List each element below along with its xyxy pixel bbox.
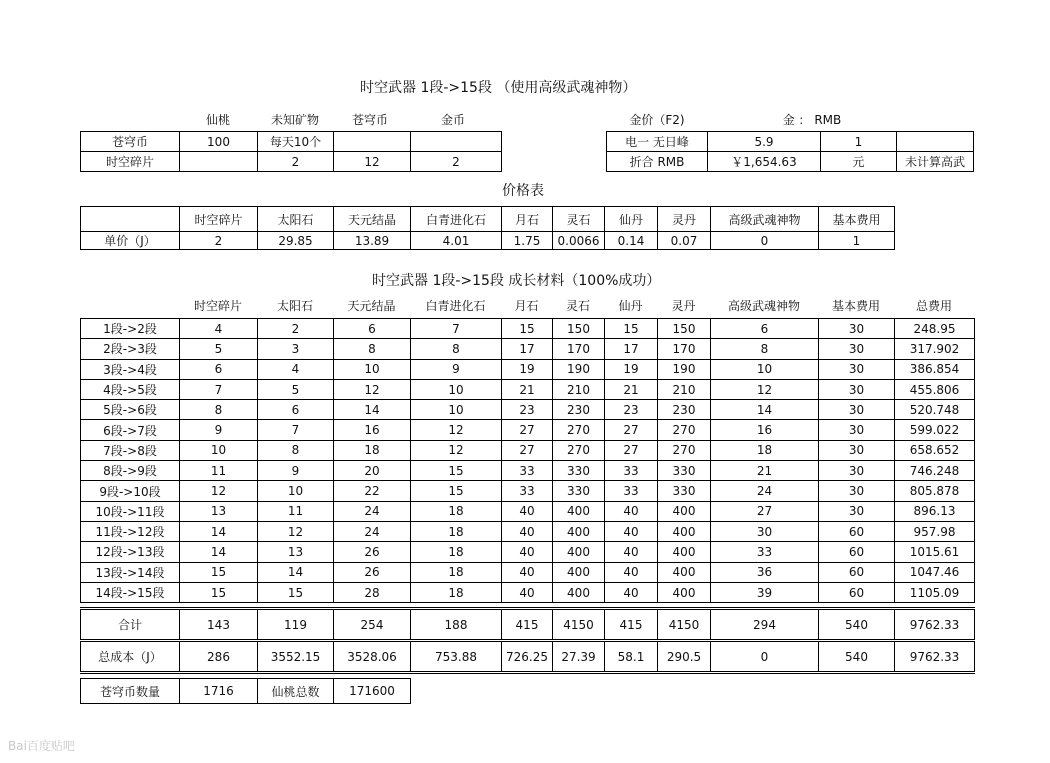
table-cell: 330 [553,461,605,481]
table-cell: 1047.46 [895,562,975,582]
table-cell: 18 [411,501,502,521]
table-row [81,420,975,440]
table-cell: 0 [711,641,819,673]
table-cell: 0 [711,232,819,250]
table-cell: 21 [711,461,819,481]
table-cell: 957.98 [895,521,975,541]
server-label: 电一 无日峰 [607,132,708,152]
table-row [81,542,975,562]
table-cell: 18 [411,582,502,602]
table-cell: 15 [258,582,334,602]
table-cell: 2 [180,232,258,250]
table-cell: 1 [821,132,897,152]
table-cell: 19 [502,359,553,379]
table-cell: 20 [334,461,411,481]
header-cell: 高级武魂神物 [711,207,819,232]
table-cell: 30 [819,420,895,440]
table-row [81,582,975,602]
table-cell: 7 [258,420,334,440]
stage-label: 14段->15段 [81,582,180,602]
growth-headers [80,295,974,315]
table-cell: 14 [180,542,258,562]
table-cell: 27 [502,440,553,460]
table-cell: 30 [819,359,895,379]
table-cell: 18 [411,562,502,582]
table-row [607,152,974,172]
table-cell: 18 [411,521,502,541]
page-title: 时空武器 1段->15段 （使用高级武魂神物） [360,80,637,96]
table-cell: 10 [180,440,258,460]
table-cell: 540 [819,641,895,673]
header-cell: 总费用 [915,298,952,313]
table-row [81,440,975,460]
table-cell: 400 [658,582,711,602]
table-cell: 18 [711,440,819,460]
table-cell: 3552.15 [258,641,334,673]
cangqiong-count-label: 苍穹币数量 [81,679,180,704]
table-cell: 10 [711,359,819,379]
table-cell: 27 [605,440,658,460]
table-row [607,132,974,152]
table-cell: 254 [334,609,411,641]
row-label: 总成本（J） [81,641,180,673]
table-cell: 12 [411,420,502,440]
growth-table-title: 时空武器 1段->15段 成长材料（100%成功） [372,273,661,289]
table-row [81,400,975,420]
table-cell: 0.07 [658,232,711,250]
table-cell: 11 [258,501,334,521]
table-cell: 599.022 [895,420,975,440]
xiantao-total-label: 仙桃总数 [258,679,334,704]
table-cell: 100 [180,132,258,152]
stage-label: 5段->6段 [81,400,180,420]
table-cell: 26 [334,542,411,562]
summary-table [80,678,411,704]
table-cell: 248.95 [895,319,975,339]
stage-label: 6段->7段 [81,420,180,440]
table-cell: 30 [711,521,819,541]
table-cell: 29.85 [258,232,334,250]
table-cell: 746.248 [895,461,975,481]
stage-label: 8段->9段 [81,461,180,481]
stage-label: 2段->3段 [81,339,180,359]
table-cell: 455.806 [895,379,975,399]
header-cell: 时空碎片 [193,298,242,313]
rmb-label: 折合 RMB [607,152,708,172]
table-cell: 400 [553,501,605,521]
table-cell [334,132,411,152]
header-row [80,295,974,315]
stage-label: 10段->11段 [81,501,180,521]
table-cell: 30 [819,461,895,481]
stage-label: 3段->4段 [81,359,180,379]
table-row [81,501,975,521]
header-cell: 天元结晶 [347,298,396,313]
table-cell: 0.14 [605,232,658,250]
table-cell: 6 [711,319,819,339]
table-cell: 26 [334,562,411,582]
table-cell: 30 [819,400,895,420]
table-cell: 119 [258,609,334,641]
table-cell: 18 [411,542,502,562]
table-row [81,152,502,172]
table-cell: 8 [711,339,819,359]
table-cell: 33 [711,542,819,562]
table-cell: 9762.33 [895,641,975,673]
price-table-title: 价格表 [502,183,544,199]
table-cell: 415 [502,609,553,641]
table-cell: 15 [502,319,553,339]
table-cell: 27.39 [553,641,605,673]
table-cell: 15 [180,582,258,602]
table-cell: 8 [258,440,334,460]
table-cell: 210 [658,379,711,399]
table-cell: 27 [605,420,658,440]
table-cell: 30 [819,339,895,359]
table-cell: 40 [502,521,553,541]
table-cell: 270 [658,420,711,440]
header-cell: 时空碎片 [180,207,258,232]
header-cell: 灵石 [553,207,605,232]
totals-table [80,607,975,674]
table-cell: 5 [258,379,334,399]
growth-table [80,318,975,603]
table-cell: 58.1 [605,641,658,673]
row-label: 时空碎片 [81,152,180,172]
table-cell: 400 [658,542,711,562]
table-cell: 30 [819,481,895,501]
table-cell: 15 [411,461,502,481]
table-cell: 19 [605,359,658,379]
table-cell: 24 [711,481,819,501]
table-cell: 400 [658,501,711,521]
header-spacer [80,295,179,315]
table-cell: 14 [258,562,334,582]
table-cell: 12 [334,152,411,172]
table-cell: 10 [411,379,502,399]
stage-label: 4段->5段 [81,379,180,399]
table-cell: 8 [411,339,502,359]
table-cell: 10 [258,481,334,501]
header-cell: 基本费用 [831,298,880,313]
table-cell: 11 [180,461,258,481]
table-cell: 14 [334,400,411,420]
table-cell: 2 [258,152,334,172]
table-cell: 40 [502,501,553,521]
table-cell: 286 [180,641,258,673]
table-cell: 400 [553,521,605,541]
stage-label: 7段->8段 [81,440,180,460]
header-cell: 灵丹 [671,298,696,313]
header-cell: 太阳石 [276,298,313,313]
table-cell: 330 [553,481,605,501]
price-header-row [81,207,895,232]
table-cell: 188 [411,609,502,641]
header-cell: 太阳石 [258,207,334,232]
table-cell: 14 [180,521,258,541]
table-cell: 2 [411,152,502,172]
stage-label: 11段->12段 [81,521,180,541]
header-cell: 仙丹 [605,207,658,232]
table-cell: 6 [258,400,334,420]
table-cell: 9 [411,359,502,379]
table-cell: 5 [180,339,258,359]
table-cell: 60 [819,582,895,602]
row-label: 单价（J） [81,232,180,250]
header-cell: 白青进化石 [411,207,502,232]
table-cell: 658.652 [895,440,975,460]
table-cell: 16 [334,420,411,440]
table-cell: 13.89 [334,232,411,250]
table-cell: 未计算高武 [897,152,974,172]
table-cell: 294 [711,609,819,641]
header-gold-price: 金价（F2) [629,113,685,127]
table-cell: 23 [502,400,553,420]
table-cell: 290.5 [658,641,711,673]
table-row [81,339,975,359]
table-row [81,359,975,379]
header-cell [81,207,180,232]
table-cell: 13 [180,501,258,521]
table-cell: 28 [334,582,411,602]
table-cell: 805.878 [895,481,975,501]
header-xiantao: 仙桃 [205,113,230,127]
table-cell: 元 [821,152,897,172]
table-cell: 15 [411,481,502,501]
table-cell: 150 [658,319,711,339]
table-cell: 33 [502,481,553,501]
table-cell: 150 [553,319,605,339]
gold-price-table [606,131,974,172]
table-cell: 8 [334,339,411,359]
table-cell: 4150 [658,609,711,641]
table-cell: 40 [605,521,658,541]
table-cell: 33 [502,461,553,481]
header-cell: 月石 [514,298,539,313]
header-unknown-ore: 未知矿物 [270,113,319,127]
table-cell: 36 [711,562,819,582]
table-cell: 60 [819,562,895,582]
stage-label: 12段->13段 [81,542,180,562]
table-cell: 12 [711,379,819,399]
table-cell: 330 [658,461,711,481]
table-cell: 18 [334,440,411,460]
table-cell: 40 [502,582,553,602]
table-cell: 21 [605,379,658,399]
table-cell [411,132,502,152]
table-row [81,319,975,339]
cost-row [81,641,975,673]
table-cell: 8 [180,400,258,420]
price-value-row [81,232,895,250]
header-gold-coin: 金币 [440,113,465,127]
table-cell: 9762.33 [895,609,975,641]
table-cell: 210 [553,379,605,399]
table-cell: 143 [180,609,258,641]
row-label: 合计 [81,609,180,641]
table-cell: 39 [711,582,819,602]
table-cell: 33 [605,461,658,481]
table-cell: 7 [180,379,258,399]
table-cell: 40 [502,562,553,582]
table-cell: 22 [334,481,411,501]
table-cell: 400 [553,582,605,602]
table-cell: 27 [502,420,553,440]
table-cell: 13 [258,542,334,562]
stage-label: 9段->10段 [81,481,180,501]
table-cell: 400 [658,562,711,582]
table-cell: 317.902 [895,339,975,359]
table-cell: 30 [819,501,895,521]
table-cell: 7 [411,319,502,339]
table-cell: 330 [658,481,711,501]
table-cell: 540 [819,609,895,641]
header-cell: 仙丹 [618,298,643,313]
table-cell: ￥1,654.63 [708,152,821,172]
table-cell: 12 [180,481,258,501]
table-cell: 2 [258,319,334,339]
table-cell: 1 [819,232,895,250]
table-cell: 40 [605,542,658,562]
table-cell: 726.25 [502,641,553,673]
table-cell: 170 [553,339,605,359]
table-cell: 60 [819,521,895,541]
table-cell: 230 [658,400,711,420]
table-cell: 6 [334,319,411,339]
table-cell: 9 [258,461,334,481]
table-cell: 753.88 [411,641,502,673]
table-cell: 3 [258,339,334,359]
table-cell: 0.0066 [553,232,605,250]
table-cell: 40 [605,501,658,521]
table-cell: 270 [553,440,605,460]
table-cell: 5.9 [708,132,821,152]
table-cell [897,132,974,152]
table-row [81,562,975,582]
row-label: 苍穹币 [81,132,180,152]
table-row [81,379,975,399]
table-cell: 415 [605,609,658,641]
table-cell: 12 [258,521,334,541]
table-cell: 270 [658,440,711,460]
table-cell: 520.748 [895,400,975,420]
table-cell: 190 [658,359,711,379]
table-cell: 400 [553,562,605,582]
table-cell: 4.01 [411,232,502,250]
table-cell: 17 [605,339,658,359]
table-cell: 33 [605,481,658,501]
table-cell: 1105.09 [895,582,975,602]
header-cell: 基本费用 [819,207,895,232]
table-cell: 3528.06 [334,641,411,673]
price-table [80,206,895,250]
currency-table [80,131,502,172]
table-row [81,461,975,481]
table-cell: 270 [553,420,605,440]
table-cell: 每天10个 [258,132,334,152]
table-cell: 400 [553,542,605,562]
table-cell: 60 [819,542,895,562]
table-cell: 170 [658,339,711,359]
header-cell: 月石 [502,207,553,232]
table-cell: 12 [411,440,502,460]
header-cell: 灵石 [565,298,590,313]
table-cell: 4 [258,359,334,379]
table-cell: 190 [553,359,605,379]
table-cell: 17 [502,339,553,359]
table-cell: 12 [334,379,411,399]
summary-row [81,679,411,704]
table-cell: 4150 [553,609,605,641]
header-cangqiong-coin: 苍穹币 [351,113,388,127]
table-cell: 16 [711,420,819,440]
baidu-tieba-watermark: Bai百度贴吧 [8,739,75,753]
header-gold-rmb: 金 ： RMB [782,113,842,127]
table-cell: 15 [605,319,658,339]
header-cell: 白青进化石 [425,298,486,313]
header-cell: 天元结晶 [334,207,411,232]
table-cell: 30 [819,319,895,339]
table-cell: 4 [180,319,258,339]
stage-label: 1段->2段 [81,319,180,339]
cangqiong-count-value: 1716 [180,679,258,704]
table-cell: 1.75 [502,232,553,250]
table-cell: 30 [819,379,895,399]
stage-label: 13段->14段 [81,562,180,582]
header-cell: 灵丹 [658,207,711,232]
table-cell: 40 [605,582,658,602]
table-row [81,521,975,541]
table-cell: 23 [605,400,658,420]
table-cell: 21 [502,379,553,399]
table-cell: 6 [180,359,258,379]
table-cell: 24 [334,521,411,541]
table-cell: 9 [180,420,258,440]
table-cell: 1015.61 [895,542,975,562]
table-row [81,132,502,152]
table-cell: 10 [334,359,411,379]
table-cell: 896.13 [895,501,975,521]
table-cell: 14 [711,400,819,420]
table-cell: 230 [553,400,605,420]
table-cell: 30 [819,440,895,460]
table-cell: 386.854 [895,359,975,379]
total-row [81,609,975,641]
table-cell [180,152,258,172]
table-cell: 15 [180,562,258,582]
table-row [81,481,975,501]
table-cell: 40 [502,542,553,562]
xiantao-total-value: 171600 [334,679,411,704]
table-cell: 40 [605,562,658,582]
table-cell: 400 [658,521,711,541]
table-cell: 10 [411,400,502,420]
header-cell: 高级武魂神物 [727,298,800,313]
table-cell: 24 [334,501,411,521]
table-cell: 27 [711,501,819,521]
